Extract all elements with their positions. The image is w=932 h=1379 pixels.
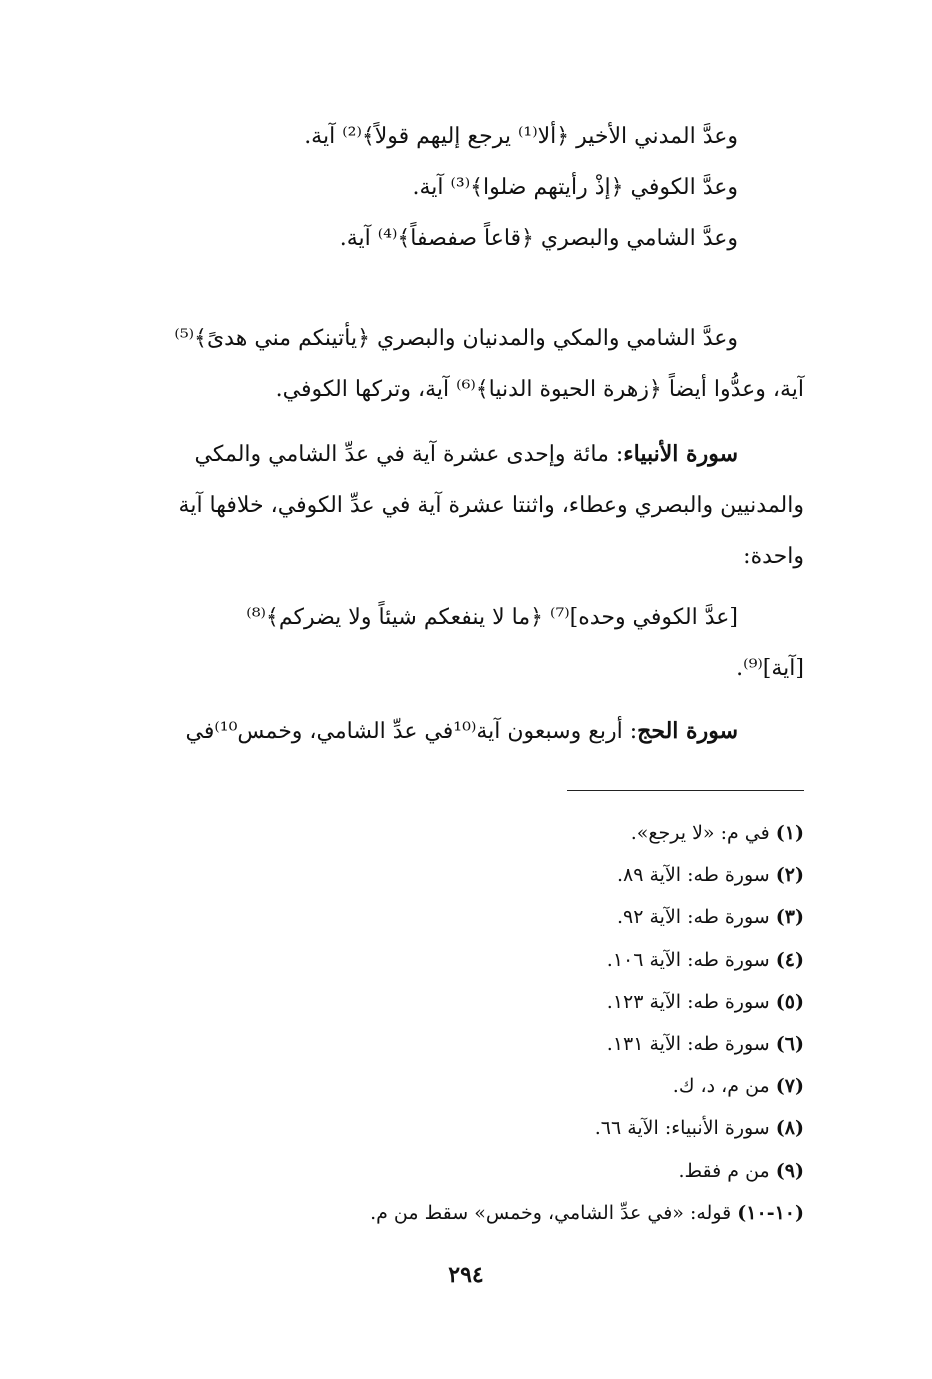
paragraph-surat-al-hajj [114, 706, 804, 757]
footnotes [114, 812, 804, 1234]
footnote-text: سورة طه: الآية ١٠٦. [606, 948, 770, 971]
footnote-text: سورة الأنبياء: الآية ٦٦. [594, 1117, 770, 1140]
body-line: واحدة: [743, 544, 804, 569]
body-text: : مائة وإحدى عشرة آية في عدِّ الشامي والمكي [194, 442, 624, 467]
footnote-number: (٤) [775, 948, 804, 971]
footnote-text: قوله: «في عدِّ الشامي، وخمس» سقط من م. [370, 1201, 732, 1224]
paragraph-surat-al-anbiya [114, 429, 804, 582]
footnote-number: (٦) [775, 1033, 804, 1056]
footnote [114, 1107, 804, 1149]
surah-heading: سورة الحج [637, 718, 738, 744]
footnote [114, 981, 804, 1023]
body-line: وعدَّ الشامي والمكي والمدنيان والبصري ﴿يأتينكم مني هدىً﴾⁽⁵⁾ [174, 326, 738, 351]
footnote [114, 896, 804, 938]
footnote-number: (٢) [775, 864, 804, 887]
footnote-text: سورة طه: الآية ٩٢. [616, 906, 770, 929]
footnote [114, 939, 804, 981]
footnote-text: سورة طه: الآية ١٢٣. [606, 990, 770, 1013]
footnote-number: (١٠-١٠) [737, 1201, 804, 1224]
footnote-divider [567, 790, 804, 791]
footnote-number: (٩) [775, 1159, 804, 1182]
body-line [114, 429, 804, 480]
body-text: : أربع وسبعون آية⁽¹⁰في عدِّ الشامي، وخمس¹⁰⁾في [185, 719, 638, 744]
footnote-text: من م فقط. [678, 1159, 770, 1182]
paragraph-taha-additional [114, 313, 804, 415]
footnote [114, 1065, 804, 1107]
footnote-number: (٧) [775, 1075, 804, 1098]
body-line: [آية]⁽⁹⁾. [736, 656, 804, 681]
footnote [114, 1192, 804, 1234]
footnote-text: في م: «لا يرجع». [630, 822, 770, 844]
footnote-number: (١) [775, 822, 804, 844]
footnote-text: من م، د، ك. [672, 1075, 770, 1098]
surah-heading: سورة الأنبياء [623, 441, 738, 467]
footnote [114, 1150, 804, 1192]
paragraph-taha-counts [114, 111, 804, 264]
footnote-number: (٨) [775, 1117, 804, 1140]
footnote [114, 1023, 804, 1065]
footnote-number: (٥) [775, 990, 804, 1013]
page-number: ٢٩٤ [448, 1262, 484, 1288]
footnote-text: سورة طه: الآية ١٣١. [606, 1033, 770, 1056]
body-line: [عدَّ الكوفي وحده]⁽⁷⁾ ﴿ما لا ينفعكم شيئاً ولا يضركم﴾⁽⁸⁾ [246, 605, 738, 630]
footnote-text: سورة طه: الآية ٨٩. [616, 864, 770, 887]
body-line: والمدنيين والبصري وعطاء، واثنتا عشرة آية في عدِّ الكوفي، خلافها آية [178, 493, 804, 518]
body-line: آية، وعدُّوا أيضاً ﴿زهرة الحيوة الدنيا﴾⁽⁶⁾ آية، وتركها الكوفي. [275, 377, 804, 402]
body-line: وعدَّ المدني الأخير ﴿ألا⁽¹⁾ يرجع إليهم قولاً﴾⁽²⁾ آية. [304, 124, 738, 149]
footnote [114, 812, 804, 854]
body-line: وعدَّ الشامي والبصري ﴿قاعاً صفصفاً﴾⁽⁴⁾ آية. [339, 226, 738, 251]
body-line [114, 706, 804, 757]
footnote [114, 854, 804, 896]
body-line: وعدَّ الكوفي ﴿إذْ رأيتهم ضلوا﴾⁽³⁾ آية. [412, 175, 738, 200]
footnote-number: (٣) [775, 906, 804, 929]
paragraph-kufi-verse [114, 592, 804, 694]
